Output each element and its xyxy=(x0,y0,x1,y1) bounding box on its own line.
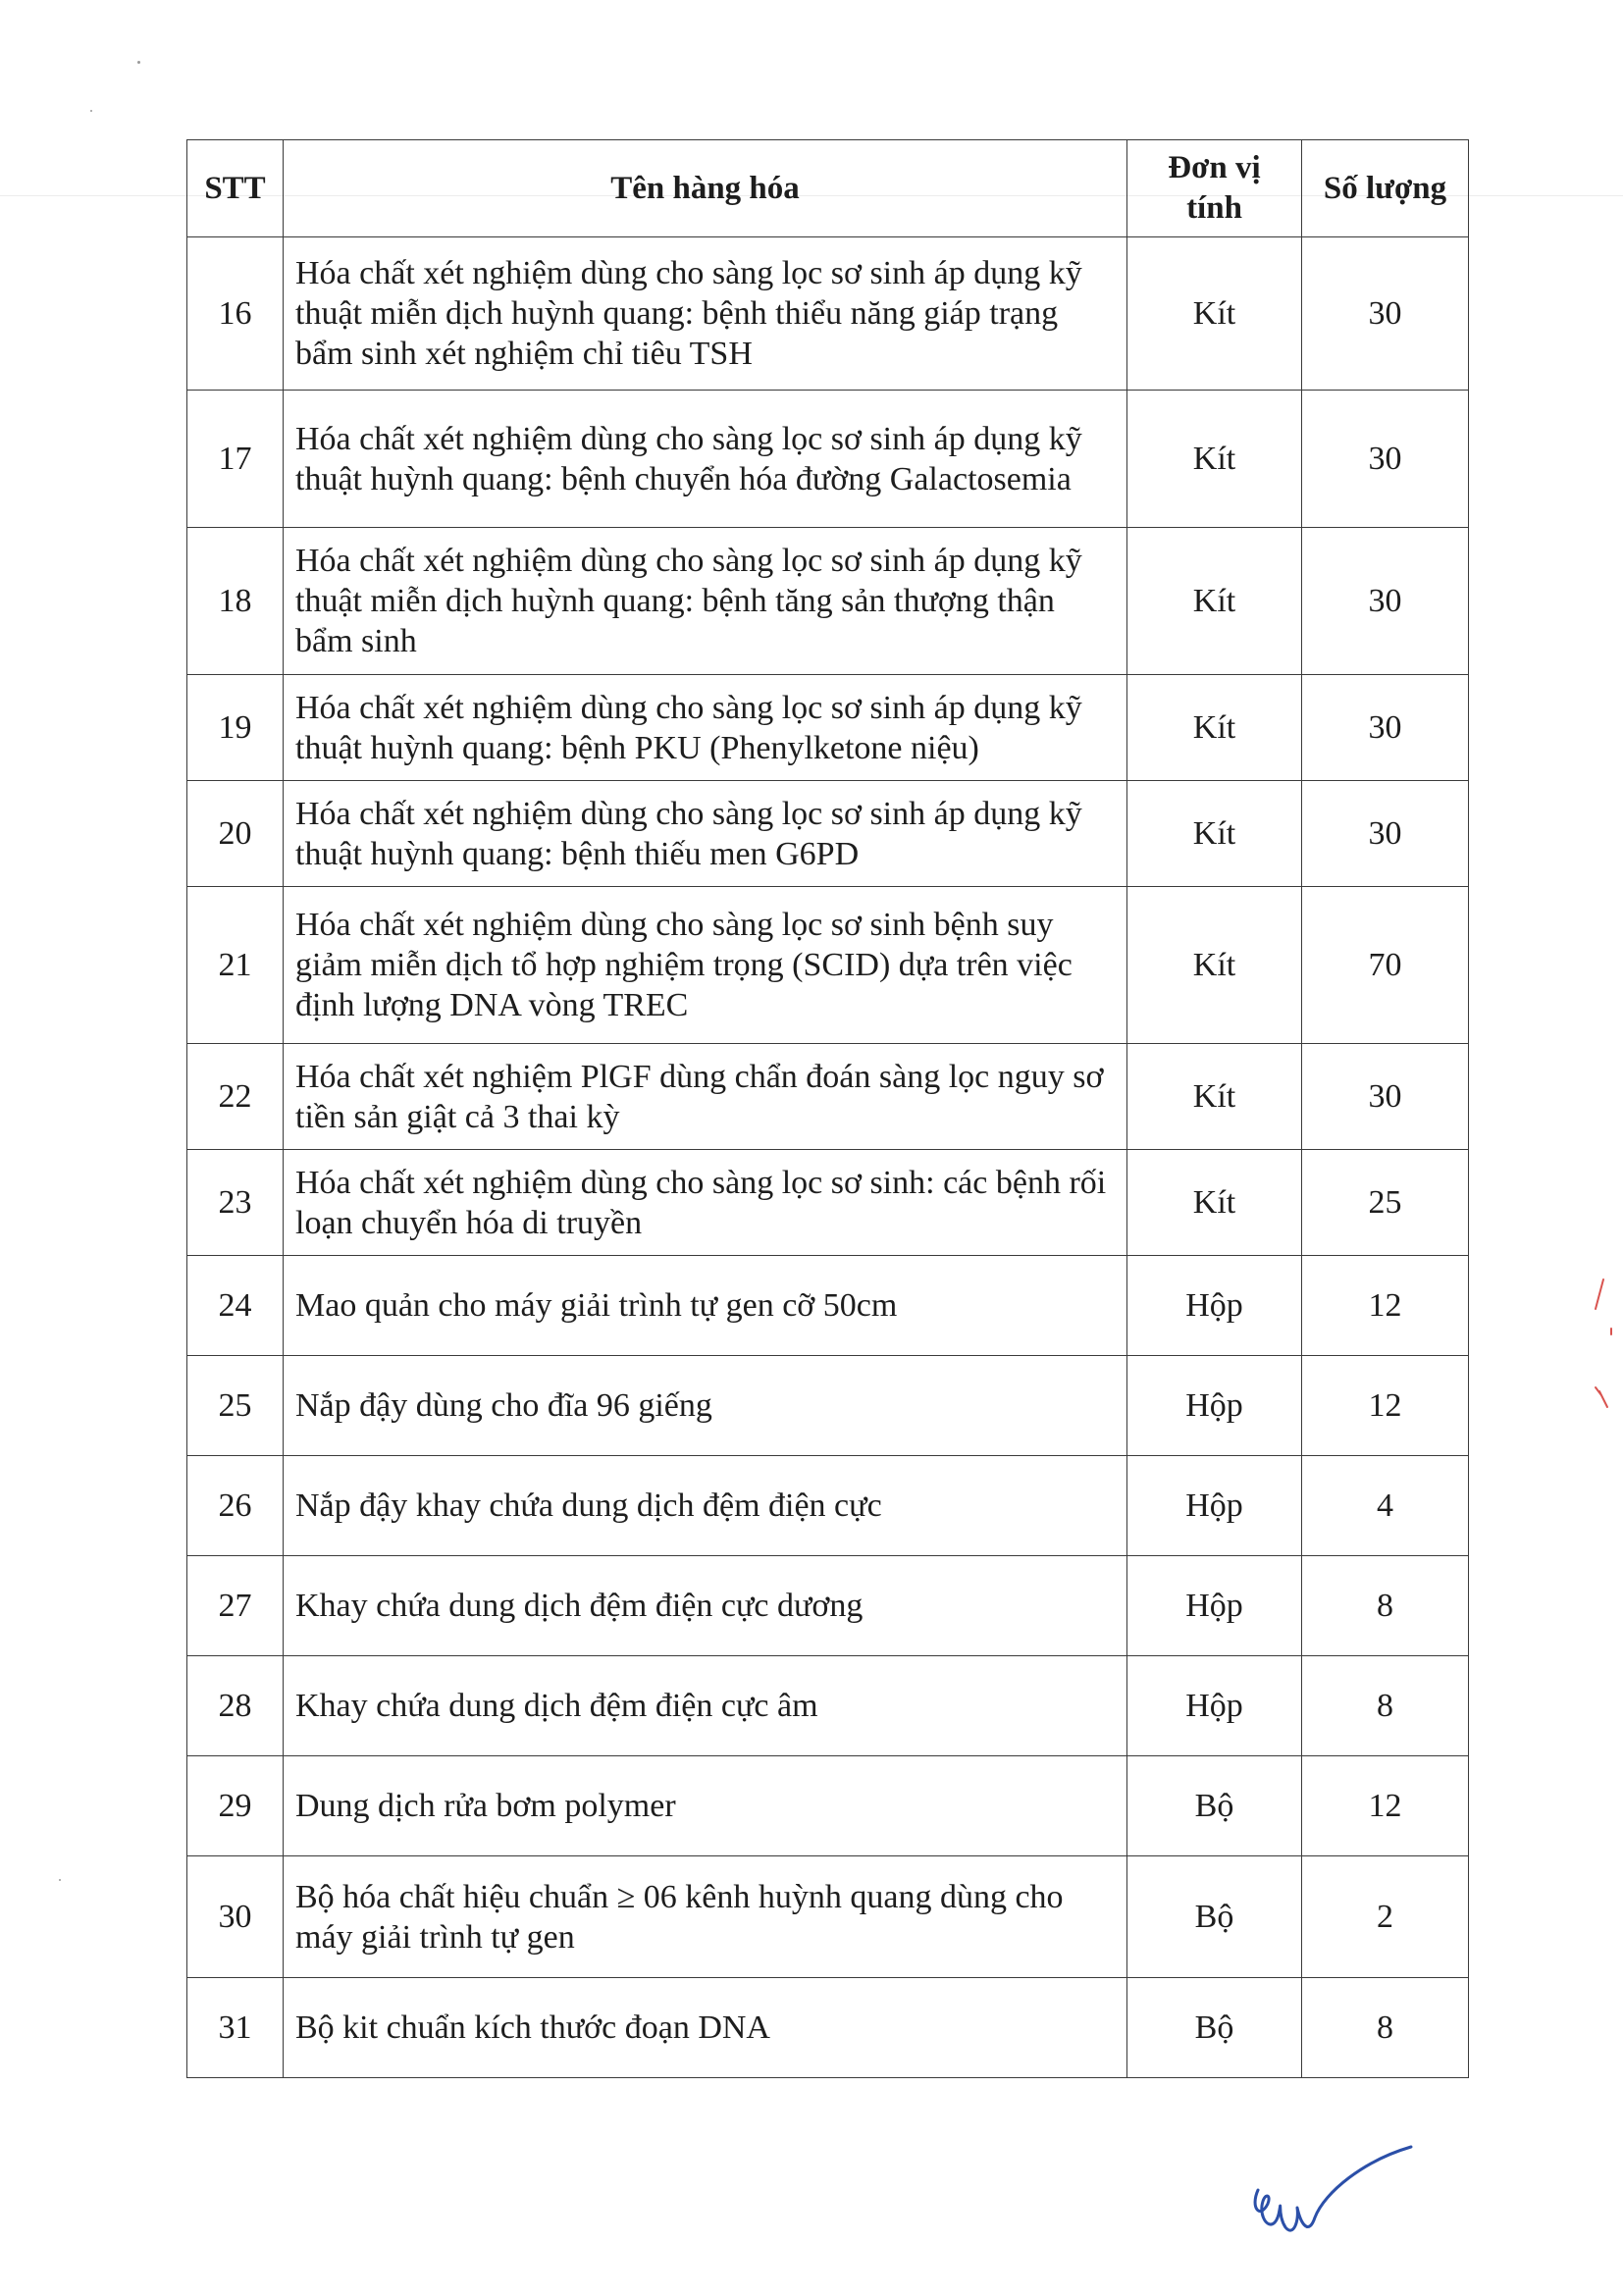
cell-name: Hóa chất xét nghiệm dùng cho sàng lọc sơ sinh: các bệnh rối loạn chuyển hóa di truyền xyxy=(284,1150,1127,1256)
scan-speck xyxy=(59,1879,61,1881)
cell-unit: Hộp xyxy=(1127,1556,1302,1656)
cell-qty: 70 xyxy=(1302,887,1469,1044)
cell-stt: 16 xyxy=(187,237,284,391)
cell-stt: 25 xyxy=(187,1356,284,1456)
cell-stt: 30 xyxy=(187,1856,284,1978)
cell-qty: 8 xyxy=(1302,1556,1469,1656)
red-pen-marks-icon xyxy=(1590,1276,1623,1423)
cell-stt: 17 xyxy=(187,391,284,528)
cell-name: Bộ kit chuẩn kích thước đoạn DNA xyxy=(284,1978,1127,2078)
cell-name: Hóa chất xét nghiệm dùng cho sàng lọc sơ sinh bệnh suy giảm miễn dịch tổ hợp nghiệm trọng (SCID) dựa trên việc định lượng DNA vòng TREC xyxy=(284,887,1127,1044)
cell-name: Nắp đậy dùng cho đĩa 96 giếng xyxy=(284,1356,1127,1456)
table-row xyxy=(187,1656,1469,1756)
table-row xyxy=(187,1150,1469,1256)
cell-name: Hóa chất xét nghiệm dùng cho sàng lọc sơ sinh áp dụng kỹ thuật miễn dịch huỳnh quang: bệnh tăng sản thượng thận bẩm sinh xyxy=(284,528,1127,675)
cell-qty: 30 xyxy=(1302,675,1469,781)
cell-stt: 28 xyxy=(187,1656,284,1756)
cell-unit: Kít xyxy=(1127,887,1302,1044)
table-header-row xyxy=(187,140,1469,237)
cell-unit: Kít xyxy=(1127,528,1302,675)
header-name: Tên hàng hóa xyxy=(284,140,1127,237)
cell-stt: 18 xyxy=(187,528,284,675)
table-row xyxy=(187,237,1469,391)
table-row xyxy=(187,1044,1469,1150)
table-row xyxy=(187,1856,1469,1978)
cell-qty: 30 xyxy=(1302,391,1469,528)
cell-unit: Kít xyxy=(1127,1044,1302,1150)
cell-qty: 12 xyxy=(1302,1756,1469,1856)
table-row xyxy=(187,1556,1469,1656)
table-row xyxy=(187,887,1469,1044)
scan-speck xyxy=(137,61,140,64)
cell-unit: Hộp xyxy=(1127,1456,1302,1556)
table-body xyxy=(187,237,1469,2078)
table-row xyxy=(187,1356,1469,1456)
table-row xyxy=(187,1756,1469,1856)
scan-speck xyxy=(90,110,92,112)
cell-name: Bộ hóa chất hiệu chuẩn ≥ 06 kênh huỳnh quang dùng cho máy giải trình tự gen xyxy=(284,1856,1127,1978)
cell-qty: 25 xyxy=(1302,1150,1469,1256)
cell-qty: 30 xyxy=(1302,528,1469,675)
cell-unit: Kít xyxy=(1127,675,1302,781)
table-row xyxy=(187,1978,1469,2078)
cell-name: Hóa chất xét nghiệm dùng cho sàng lọc sơ sinh áp dụng kỹ thuật huỳnh quang: bệnh thiếu men G6PD xyxy=(284,781,1127,887)
header-unit: Đơn vị tính xyxy=(1127,140,1302,237)
cell-qty: 30 xyxy=(1302,237,1469,391)
cell-name: Nắp đậy khay chứa dung dịch đệm điện cực xyxy=(284,1456,1127,1556)
cell-stt: 29 xyxy=(187,1756,284,1856)
cell-stt: 20 xyxy=(187,781,284,887)
cell-qty: 12 xyxy=(1302,1256,1469,1356)
cell-name: Khay chứa dung dịch đệm điện cực dương xyxy=(284,1556,1127,1656)
cell-unit: Bộ xyxy=(1127,1856,1302,1978)
cell-qty: 4 xyxy=(1302,1456,1469,1556)
cell-name: Dung dịch rửa bơm polymer xyxy=(284,1756,1127,1856)
table-row xyxy=(187,1456,1469,1556)
cell-qty: 8 xyxy=(1302,1656,1469,1756)
cell-name: Khay chứa dung dịch đệm điện cực âm xyxy=(284,1656,1127,1756)
cell-stt: 26 xyxy=(187,1456,284,1556)
cell-name: Hóa chất xét nghiệm dùng cho sàng lọc sơ sinh áp dụng kỹ thuật miễn dịch huỳnh quang: bệnh thiểu năng giáp trạng bẩm sinh xét nghiệm chỉ tiêu TSH xyxy=(284,237,1127,391)
header-qty: Số lượng xyxy=(1302,140,1469,237)
table-row xyxy=(187,1256,1469,1356)
cell-unit: Hộp xyxy=(1127,1656,1302,1756)
cell-unit: Bộ xyxy=(1127,1978,1302,2078)
header-stt: STT xyxy=(187,140,284,237)
table-row xyxy=(187,391,1469,528)
cell-qty: 12 xyxy=(1302,1356,1469,1456)
cell-unit: Bộ xyxy=(1127,1756,1302,1856)
cell-unit: Kít xyxy=(1127,237,1302,391)
cell-stt: 23 xyxy=(187,1150,284,1256)
cell-name: Mao quản cho máy giải trình tự gen cỡ 50cm xyxy=(284,1256,1127,1356)
cell-stt: 27 xyxy=(187,1556,284,1656)
cell-qty: 30 xyxy=(1302,1044,1469,1150)
table-row xyxy=(187,528,1469,675)
cell-name: Hóa chất xét nghiệm PlGF dùng chẩn đoán sàng lọc nguy sơ tiền sản giật cả 3 thai kỳ xyxy=(284,1044,1127,1150)
table-row xyxy=(187,781,1469,887)
cell-stt: 21 xyxy=(187,887,284,1044)
cell-name: Hóa chất xét nghiệm dùng cho sàng lọc sơ sinh áp dụng kỹ thuật huỳnh quang: bệnh chuyển hóa đường Galactosemia xyxy=(284,391,1127,528)
cell-name: Hóa chất xét nghiệm dùng cho sàng lọc sơ sinh áp dụng kỹ thuật huỳnh quang: bệnh PKU (Phenylketone niệu) xyxy=(284,675,1127,781)
cell-unit: Kít xyxy=(1127,1150,1302,1256)
table-row xyxy=(187,675,1469,781)
cell-stt: 19 xyxy=(187,675,284,781)
cell-unit: Hộp xyxy=(1127,1356,1302,1456)
cell-unit: Hộp xyxy=(1127,1256,1302,1356)
cell-unit: Kít xyxy=(1127,391,1302,528)
cell-qty: 30 xyxy=(1302,781,1469,887)
cell-stt: 22 xyxy=(187,1044,284,1150)
cell-unit: Kít xyxy=(1127,781,1302,887)
signature-icon xyxy=(1246,2139,1423,2247)
cell-qty: 8 xyxy=(1302,1978,1469,2078)
cell-stt: 24 xyxy=(187,1256,284,1356)
cell-stt: 31 xyxy=(187,1978,284,2078)
goods-table xyxy=(186,139,1469,2078)
cell-qty: 2 xyxy=(1302,1856,1469,1978)
